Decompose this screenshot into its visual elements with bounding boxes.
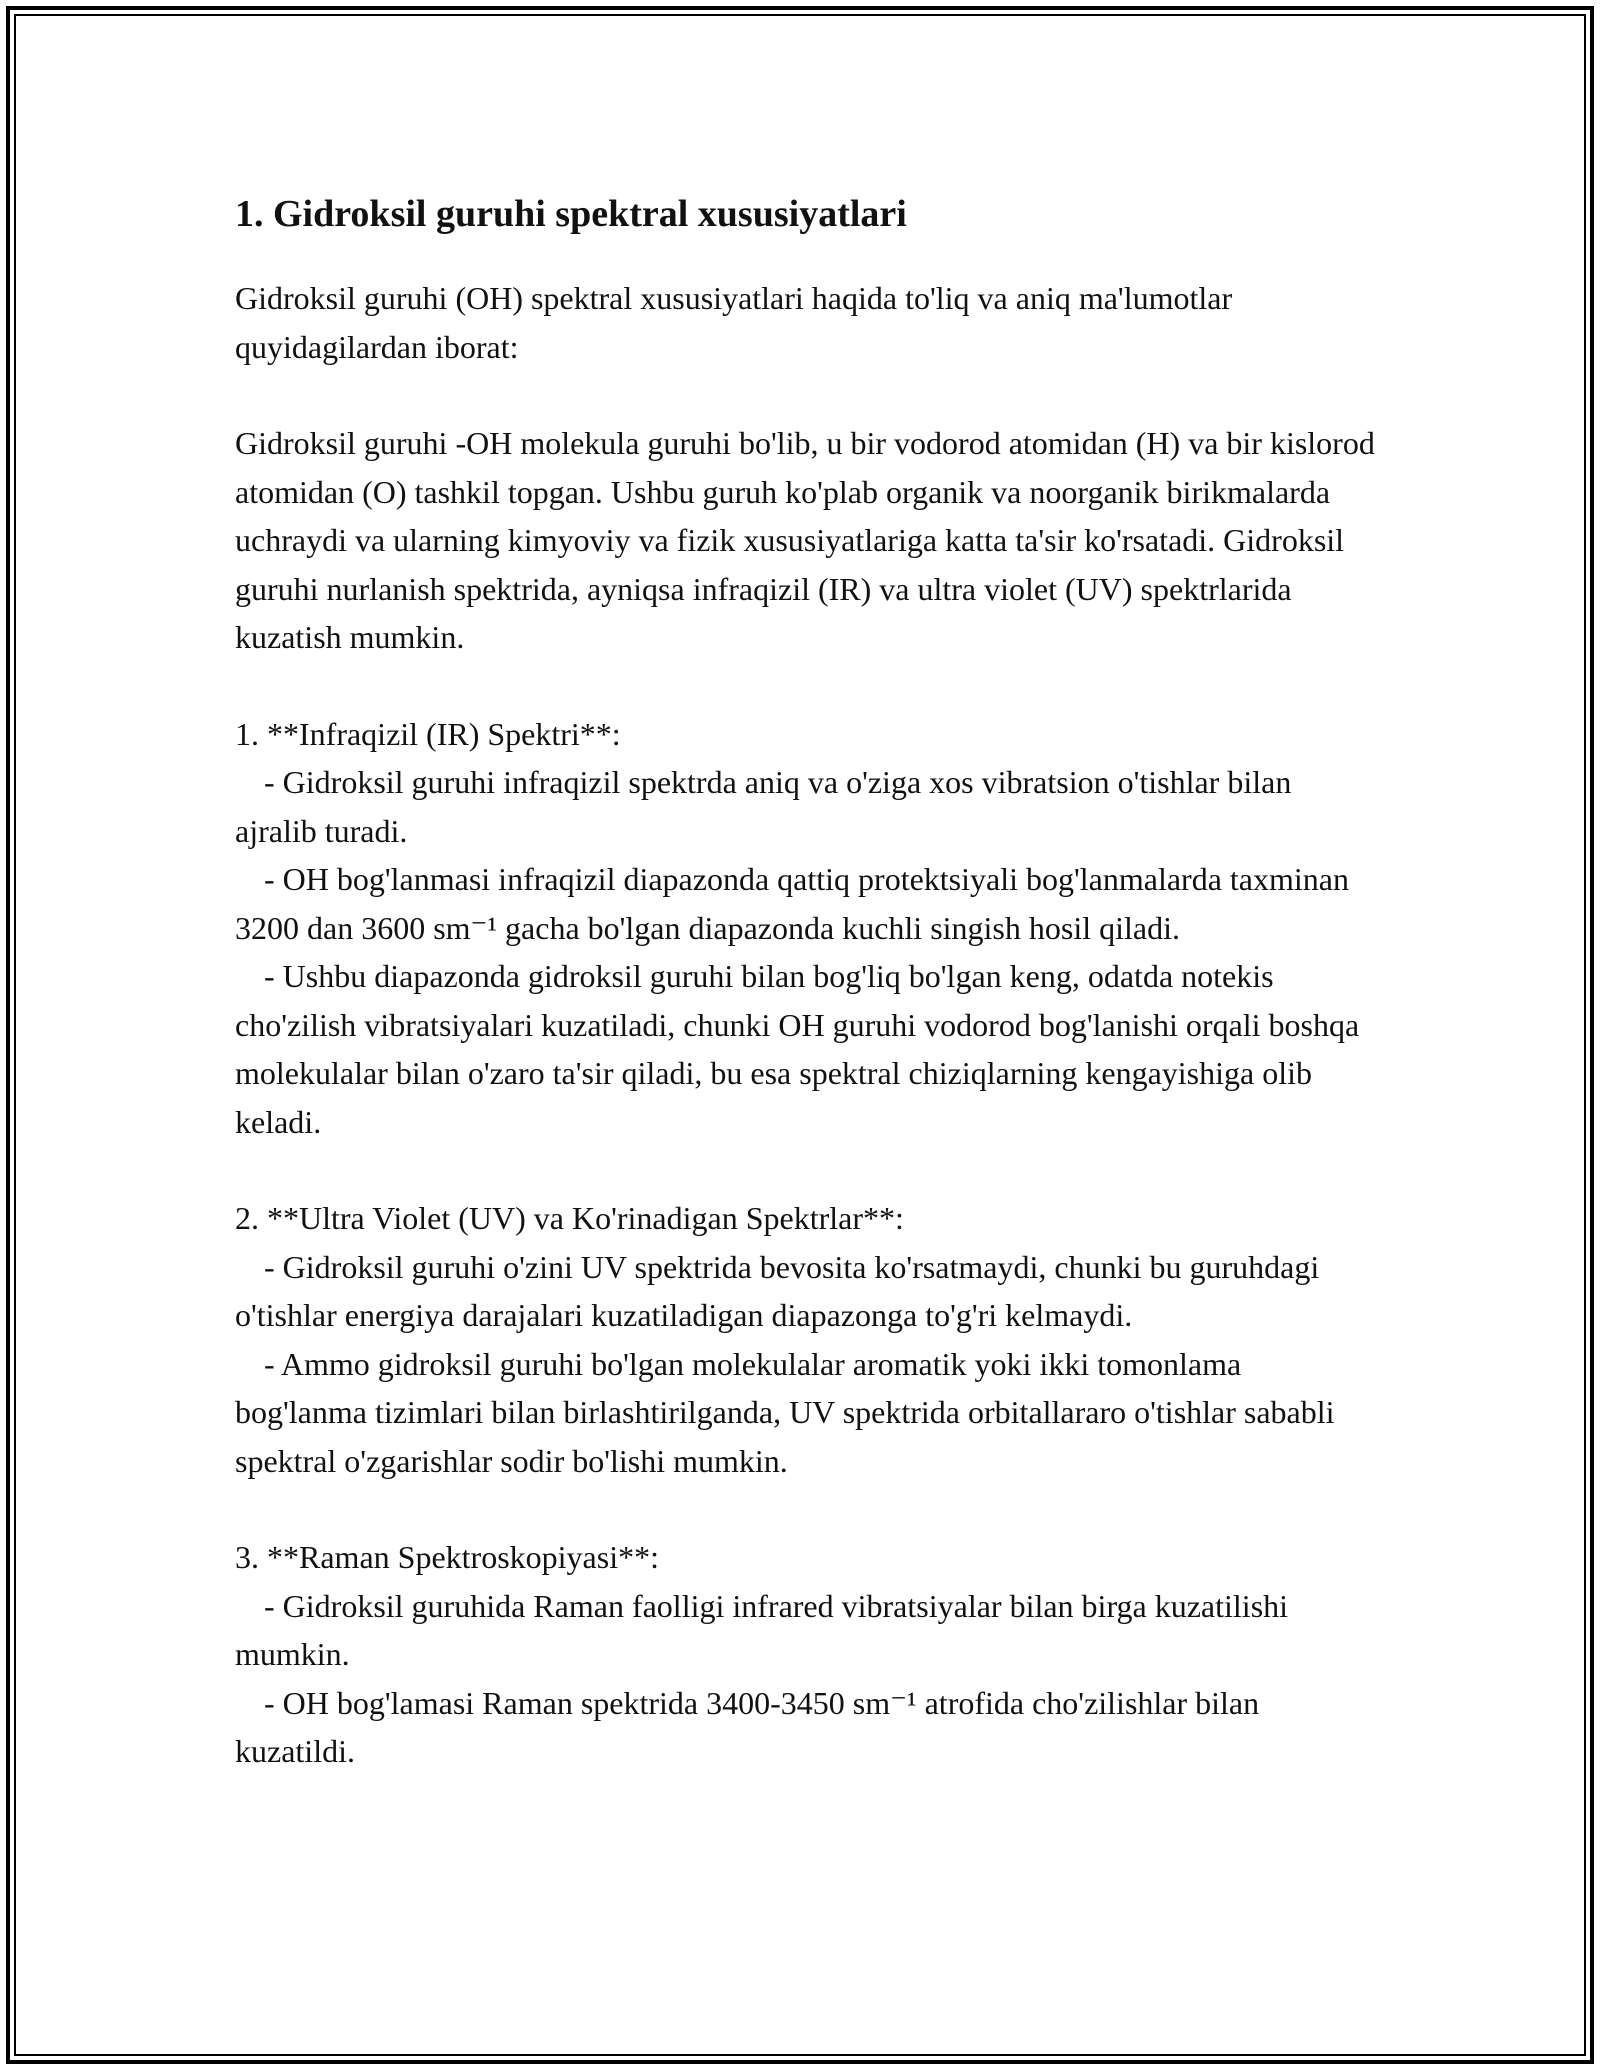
section-ir bbox=[235, 710, 1375, 1147]
list-item: - OH bog'lanmasi infraqizil diapazonda qattiq protektsiyali bog'lanmalarda taxminan 3200 dan 3600 sm⁻¹ gacha bo'lgan diapazonda kuchli singish hosil qiladi. bbox=[235, 861, 1349, 946]
list-item: - Gidroksil guruhi o'zini UV spektrida bevosita ko'rsatmaydi, chunki bu guruhdagi o'tishlar energiya darajalari kuzatiladigan diapazonga to'g'ri kelmaydi. bbox=[235, 1248, 1320, 1333]
document-title: 1. Gidroksil guruhi spektral xususiyatlari bbox=[235, 193, 907, 235]
list-item: - OH bog'lamasi Raman spektrida 3400-3450 sm⁻¹ atrofida cho'zilishlar bilan kuzatildi. bbox=[235, 1684, 1260, 1769]
list-item: - Gidroksil guruhi infraqizil spektrda aniq va o'ziga xos vibratsion o'tishlar bilan ajralib turadi. bbox=[235, 764, 1292, 849]
list-item: - Gidroksil guruhida Raman faolligi infrared vibratsiyalar bilan birga kuzatilishi mumkin. bbox=[235, 1587, 1289, 1672]
section-raman bbox=[235, 1533, 1375, 1776]
section-heading: 2. **Ultra Violet (UV) va Ko'rinadigan Spektrlar**: bbox=[235, 1200, 904, 1236]
section-uv bbox=[235, 1194, 1375, 1485]
description-paragraph: Gidroksil guruhi -OH molekula guruhi bo'lib, u bir vodorod atomidan (H) va bir kislorod atomidan (O) tashkil topgan. Ushbu guruh ko'plab organik va noorganik birikmalarda uchraydi va ularning kimyoviy va fizik xususiyatlariga katta ta'sir ko'rsatadi. Gidroksil guruhi nurlanish spektrida, ayniqsa infraqizil (IR) va ultra violet (UV) spektrlarida kuzatish mumkin. bbox=[235, 425, 1375, 655]
intro-paragraph: Gidroksil guruhi (OH) spektral xususiyatlari haqida to'liq va aniq ma'lumotlar quyidagilardan iborat: bbox=[235, 280, 1233, 365]
list-item: - Ushbu diapazonda gidroksil guruhi bilan bog'liq bo'lgan keng, odatda notekis cho'zilish vibratsiyalari kuzatiladi, chunki OH guruhi vodorod bog'lanishi orqali boshqa molekulalar bilan o'zaro ta'sir qiladi, bu esa spektral chiziqlarning kengayishiga olib keladi. bbox=[235, 958, 1360, 1140]
section-heading: 3. **Raman Spektroskopiyasi**: bbox=[235, 1539, 659, 1575]
list-item: - Ammo gidroksil guruhi bo'lgan molekulalar aromatik yoki ikki tomonlama bog'lanma tizimlari bilan birlashtirilganda, UV spektrida orbitallararo o'tishlar sababli spektral o'zgarishlar sodir bo'lishi mumkin. bbox=[235, 1345, 1335, 1479]
section-heading: 1. **Infraqizil (IR) Spektri**: bbox=[235, 715, 621, 752]
document-body bbox=[235, 188, 1375, 1824]
